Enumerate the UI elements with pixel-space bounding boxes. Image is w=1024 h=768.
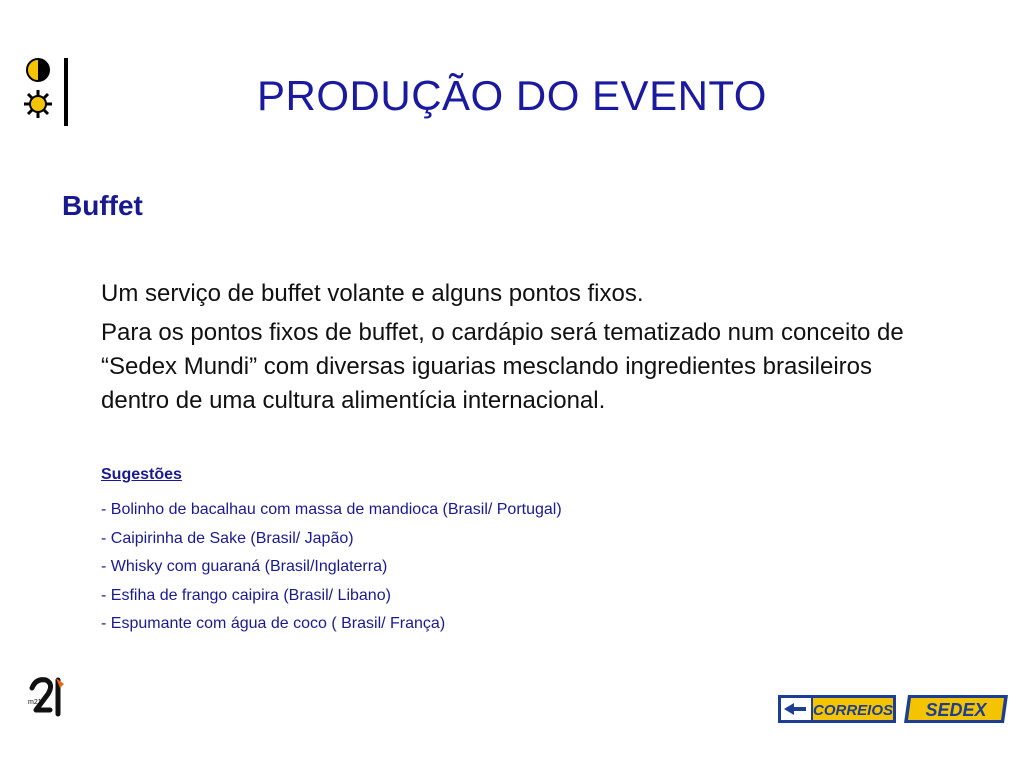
suggestions-list bbox=[101, 496, 562, 639]
correios-logo bbox=[778, 695, 896, 723]
sedex-logo bbox=[904, 695, 1008, 723]
brand-logos bbox=[778, 695, 1008, 725]
paragraph-intro: Um serviço de buffet volante e alguns pontos fixos. bbox=[101, 280, 644, 307]
section-heading: Buffet bbox=[62, 190, 143, 221]
sedex-logo-text: SEDEX bbox=[925, 700, 987, 720]
list-item: - Caipirinha de Sake (Brasil/ Japão) bbox=[101, 529, 354, 547]
m21-logo-icon bbox=[22, 674, 70, 720]
page-title: PRODUÇÃO DO EVENTO bbox=[257, 72, 767, 119]
m21-logo-text: m21 bbox=[28, 699, 42, 706]
list-item: - Whisky com guaraná (Brasil/Inglaterra) bbox=[101, 558, 388, 575]
correios-logo-text: CORREIOS bbox=[812, 702, 894, 719]
paragraph-details: Para os pontos fixos de buffet, o cardápio será tematizado num conceito de “Sedex Mundi” com diversas iguarias mesclando ingredientes brasileiros dentro de uma cultura alimentícia internacional. bbox=[101, 319, 904, 414]
list-item: - Espumante com água de coco ( Brasil/ França) bbox=[101, 615, 446, 632]
list-item: - Bolinho de bacalhau com massa de mandioca (Brasil/ Portugal) bbox=[101, 501, 562, 518]
suggestions-label: Sugestões bbox=[101, 466, 182, 483]
list-item: - Esfiha de frango caipira (Brasil/ Libano) bbox=[101, 586, 391, 604]
